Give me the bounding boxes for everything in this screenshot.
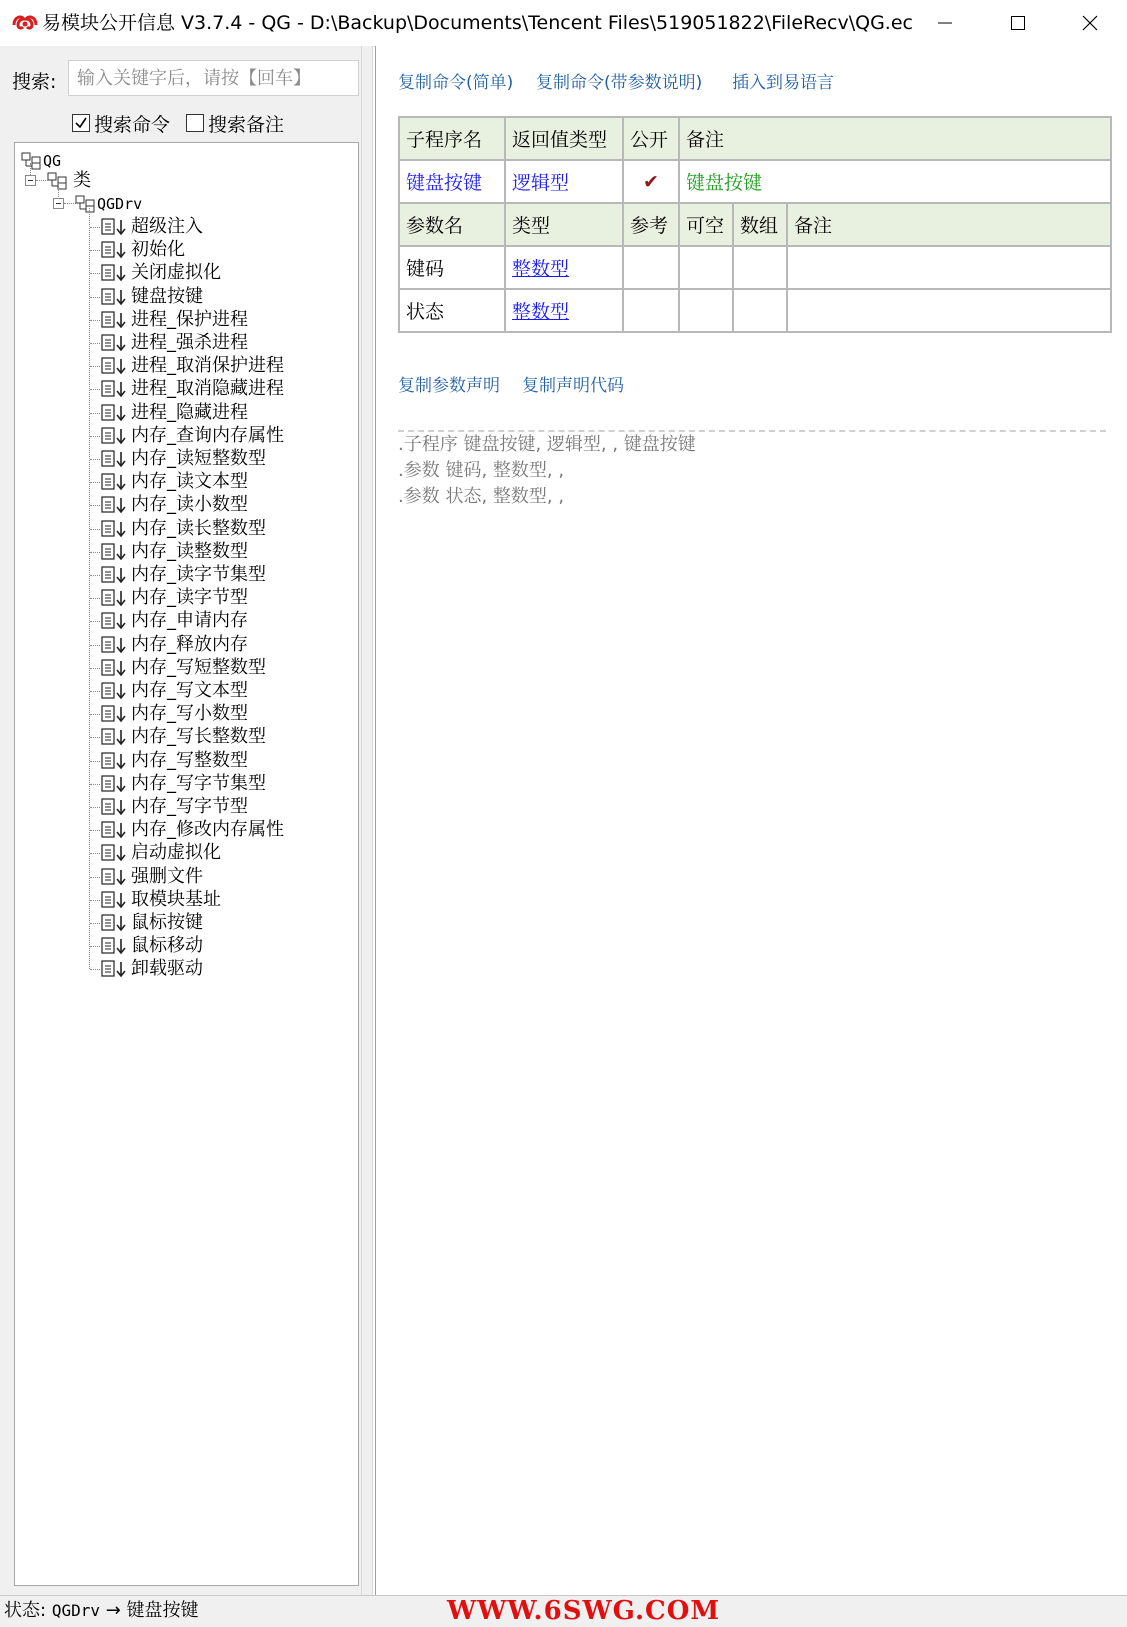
method-icon <box>101 542 129 562</box>
param-header-ref: 参考 <box>623 203 679 246</box>
tree-guide-line <box>36 180 48 181</box>
tree-method-item[interactable] <box>101 772 266 796</box>
method-icon <box>101 658 129 678</box>
method-icon <box>101 867 129 887</box>
method-icon <box>101 217 129 237</box>
tree-method-label: 取模块基址 <box>131 888 221 910</box>
tree-guide-line <box>90 830 100 831</box>
method-icon <box>101 565 129 585</box>
collapse-icon[interactable] <box>25 175 36 186</box>
tree-method-item[interactable] <box>101 957 203 981</box>
method-icon <box>101 379 129 399</box>
status-text <box>4 1599 199 1623</box>
tree-method-label: 进程_隐藏进程 <box>131 401 248 423</box>
close-button[interactable] <box>1056 0 1124 46</box>
tree-guide-line <box>90 250 100 251</box>
tree-method-label: 内存_读文本型 <box>131 471 248 493</box>
logo-icon <box>12 11 38 33</box>
param-header-type: 类型 <box>505 203 623 246</box>
param-header-note: 备注 <box>787 203 1111 246</box>
tree-class-qgdrv-label: QGDrv <box>97 195 143 213</box>
tree-method-label: 强删文件 <box>131 865 203 887</box>
search-command-label: 搜索命令 <box>94 113 171 136</box>
tree-guide-line <box>90 714 100 715</box>
status-arrow: → <box>105 1600 121 1621</box>
tree-guide-line <box>90 784 100 785</box>
tree-method-item[interactable] <box>101 238 185 262</box>
tree-method-label: 内存_写短整数型 <box>131 656 266 678</box>
tree-method-label: 内存_写字节型 <box>131 796 248 817</box>
method-icon <box>101 797 129 817</box>
method-icon <box>101 495 129 515</box>
tree-method-item[interactable] <box>101 563 266 587</box>
watermark: WWW.6SWG.COM <box>447 1596 721 1626</box>
tree-guide-line <box>90 691 100 692</box>
tree-method-item[interactable] <box>101 934 203 958</box>
tree-guide-line <box>90 366 100 367</box>
tree-guide-line <box>90 482 100 483</box>
tree-guide-line <box>90 621 100 622</box>
tree-method-label: 内存_释放内存 <box>131 633 248 655</box>
method-icon <box>101 333 129 353</box>
param-type-link[interactable]: 整数型 <box>505 246 623 289</box>
method-icon <box>101 356 129 376</box>
tree-guide-line <box>90 575 100 576</box>
maximize-icon <box>1010 15 1026 31</box>
method-icon <box>101 310 129 330</box>
checkbox-checked-icon <box>72 114 90 132</box>
maximize-button[interactable] <box>984 0 1052 46</box>
method-icon <box>101 287 129 307</box>
search-note-label: 搜索备注 <box>208 113 285 136</box>
tree-guide-line <box>90 297 100 298</box>
code-line: .子程序 键盘按键, 逻辑型, , 键盘按键 <box>398 434 696 455</box>
tree-method-label: 鼠标按键 <box>131 912 203 933</box>
method-icon <box>101 774 129 794</box>
method-icon <box>101 449 129 469</box>
method-icon <box>101 426 129 446</box>
tree-method-item[interactable] <box>101 609 248 633</box>
tree-method-item[interactable] <box>101 401 248 425</box>
tree-method-item[interactable] <box>101 215 203 239</box>
code-line: .参数 状态, 整数型, , <box>398 486 565 507</box>
tree-method-item[interactable] <box>101 493 248 517</box>
left-panel <box>0 46 373 1595</box>
tree-guide-line <box>90 389 100 390</box>
method-icon <box>101 890 129 910</box>
method-icon <box>101 704 129 724</box>
close-icon <box>1082 15 1098 31</box>
tree-method-label: 内存_写字节集型 <box>131 772 266 794</box>
tree-guide-line <box>90 946 100 947</box>
status-item: 键盘按键 <box>126 1600 199 1621</box>
method-icon <box>101 727 129 747</box>
param-note-cell <box>787 289 1111 332</box>
sub-note-cell: 键盘按键 <box>679 160 1111 203</box>
method-icon <box>101 519 129 539</box>
method-icon <box>101 751 129 771</box>
search-command-checkbox[interactable] <box>72 110 170 136</box>
checkbox-unchecked-icon <box>186 114 204 132</box>
tree-guide-line <box>90 459 100 460</box>
tree-method-label: 内存_读小数型 <box>131 494 248 516</box>
tree-guide-line <box>64 203 76 204</box>
tree-method-label: 内存_读短整数型 <box>131 448 266 469</box>
tree-class-node[interactable] <box>47 169 91 193</box>
tree-method-label: 进程_取消隐藏进程 <box>131 378 284 400</box>
tree-method-item[interactable] <box>101 424 284 448</box>
search-input[interactable] <box>68 60 359 96</box>
tree-method-item[interactable] <box>101 841 221 865</box>
tree-method-item[interactable] <box>101 331 248 355</box>
method-icon <box>101 472 129 492</box>
tree-guide-line <box>90 645 100 646</box>
method-icon <box>101 913 129 933</box>
return-type-cell: 逻辑型 <box>505 160 623 203</box>
param-header-name: 参数名 <box>399 203 505 246</box>
tree-method-label: 内存_申请内存 <box>131 610 248 632</box>
window-title: 易模块公开信息 V3.7.4 - QG - D:\Backup\Documents\Tencent Files\519051822\FileRecv\QG.ec <box>42 12 913 34</box>
tree-method-item[interactable] <box>101 702 248 726</box>
param-type-link[interactable]: 整数型 <box>505 289 623 332</box>
method-icon <box>101 240 129 260</box>
tree-method-label: 进程_强杀进程 <box>131 332 248 353</box>
status-label: 状态: <box>4 1600 47 1621</box>
tree-method-item[interactable] <box>101 540 248 564</box>
status-class: QGDrv <box>51 1601 100 1620</box>
public-check-icon: ✔ <box>623 160 679 203</box>
tree-method-label: 内存_读整数型 <box>131 540 248 562</box>
tree-guide-line <box>90 668 100 669</box>
header-note: 备注 <box>679 117 1111 160</box>
tree-guide-line <box>90 900 100 901</box>
tree-method-item[interactable] <box>101 261 221 285</box>
tree-method-label: 进程_保护进程 <box>131 308 248 330</box>
tree-method-label: 内存_读长整数型 <box>131 517 266 539</box>
code-line: .参数 键码, 整数型, , <box>398 460 565 481</box>
tree-guide-line <box>90 598 100 599</box>
tree-method-label: 内存_写整数型 <box>131 749 248 771</box>
param-name-cell: 状态 <box>399 289 505 332</box>
copy-decl-code-link[interactable]: 复制声明代码 <box>522 376 624 396</box>
tree-method-label: 卸载驱动 <box>131 958 203 980</box>
tree-guide-line <box>90 320 100 321</box>
insert-to-eyuyan-link[interactable]: 插入到易语言 <box>732 73 834 93</box>
param-header-nullable: 可空 <box>679 203 733 246</box>
class-icon <box>75 195 97 213</box>
tree-root-label: QG <box>43 152 62 170</box>
tree-method-item[interactable] <box>101 795 248 819</box>
status-bar <box>0 1595 1127 1627</box>
tree-method-label: 内存_读字节集型 <box>131 564 266 585</box>
tree-guide-line <box>30 163 31 175</box>
sub-name-cell: 键盘按键 <box>399 160 505 203</box>
method-icon <box>101 936 129 956</box>
tree-method-item[interactable] <box>101 818 284 842</box>
tree-method-item[interactable] <box>101 517 266 541</box>
tree-guide-line <box>90 273 100 274</box>
method-icon <box>101 403 129 423</box>
tree-guide-line <box>90 877 100 878</box>
param-header-array: 数组 <box>733 203 787 246</box>
tree-method-item[interactable] <box>101 586 248 610</box>
tree-method-label: 内存_修改内存属性 <box>131 819 284 841</box>
tree-method-item[interactable] <box>101 377 284 401</box>
tree-guide-line <box>58 183 59 197</box>
tree-method-item[interactable] <box>101 679 248 703</box>
param-row <box>399 246 1111 289</box>
tree-guide-line <box>90 436 100 437</box>
tree-method-item[interactable] <box>101 285 203 309</box>
tree-guide-line <box>90 923 100 924</box>
copy-param-decl-link[interactable]: 复制参数声明 <box>398 376 500 396</box>
module-tree[interactable] <box>14 142 359 1586</box>
param-ref-cell <box>623 246 679 289</box>
tree-method-item[interactable] <box>101 633 248 657</box>
title-bar <box>0 0 1127 47</box>
tree-method-item[interactable] <box>101 725 266 749</box>
tree-guide-line <box>90 853 100 854</box>
method-icon <box>101 611 129 631</box>
param-array-cell <box>733 246 787 289</box>
tree-method-item[interactable] <box>101 470 248 494</box>
tree-method-item[interactable] <box>101 354 284 378</box>
tree-guide-line <box>90 413 100 414</box>
tree-method-label: 键盘按键 <box>131 285 203 307</box>
method-icon <box>101 843 129 863</box>
tree-method-label: 内存_写文本型 <box>131 680 248 701</box>
tree-method-item[interactable] <box>101 656 266 680</box>
param-note-cell <box>787 246 1111 289</box>
collapse-icon[interactable] <box>53 198 64 209</box>
tree-method-item[interactable] <box>101 911 203 935</box>
subroutine-table <box>398 116 1112 333</box>
tree-method-label: 进程_取消保护进程 <box>131 355 284 377</box>
tree-guide-line <box>90 969 100 970</box>
tree-guide-line <box>90 807 100 808</box>
copy-command-simple-link[interactable]: 复制命令(简单) <box>398 73 514 93</box>
param-array-cell <box>733 289 787 332</box>
search-note-checkbox[interactable] <box>186 110 284 136</box>
module-icon <box>21 152 43 170</box>
tree-method-label: 内存_读字节型 <box>131 587 248 609</box>
tree-method-item[interactable] <box>101 308 248 332</box>
param-header-row <box>399 203 1111 246</box>
param-name-cell: 键码 <box>399 246 505 289</box>
tree-method-label: 内存_写长整数型 <box>131 726 266 748</box>
header-return-type: 返回值类型 <box>505 117 623 160</box>
tree-method-item[interactable] <box>101 888 221 912</box>
method-icon <box>101 959 129 979</box>
method-icon <box>101 263 129 283</box>
tree-method-label: 启动虚拟化 <box>131 842 221 864</box>
tree-guide-line <box>90 552 100 553</box>
method-icon <box>101 681 129 701</box>
param-nullable-cell <box>679 289 733 332</box>
tree-method-label: 内存_写小数型 <box>131 703 248 725</box>
detail-panel <box>375 46 1127 1595</box>
method-icon <box>101 588 129 608</box>
header-sub-name: 子程序名 <box>399 117 505 160</box>
tree-method-label: 超级注入 <box>131 216 203 237</box>
tree-class-label: 类 <box>73 170 91 191</box>
minimize-icon <box>937 15 953 31</box>
subroutine-header-row <box>399 117 1111 160</box>
search-label: 搜索: <box>12 71 57 93</box>
tree-method-item[interactable] <box>101 447 266 471</box>
minimize-button[interactable] <box>911 0 979 46</box>
method-icon <box>101 635 129 655</box>
tree-method-item[interactable] <box>101 865 203 889</box>
tree-method-label: 鼠标移动 <box>131 935 203 957</box>
param-row <box>399 289 1111 332</box>
panel-splitter[interactable] <box>361 46 373 1595</box>
subroutine-row <box>399 160 1111 203</box>
param-nullable-cell <box>679 246 733 289</box>
tree-class-qgdrv[interactable] <box>75 192 142 216</box>
copy-command-params-link[interactable]: 复制命令(带参数说明) <box>536 73 703 93</box>
tree-guide-line <box>90 529 100 530</box>
tree-method-label: 内存_查询内存属性 <box>131 424 284 446</box>
tree-method-label: 关闭虚拟化 <box>131 262 221 284</box>
tree-guide-line <box>90 761 100 762</box>
method-icon <box>101 820 129 840</box>
tree-guide-line <box>90 343 100 344</box>
tree-method-item[interactable] <box>101 749 248 773</box>
header-public: 公开 <box>623 117 679 160</box>
tree-guide-line <box>90 505 100 506</box>
param-ref-cell <box>623 289 679 332</box>
tree-method-label: 初始化 <box>131 239 185 261</box>
tree-guide-line <box>90 227 100 228</box>
tree-guide-line <box>90 737 100 738</box>
